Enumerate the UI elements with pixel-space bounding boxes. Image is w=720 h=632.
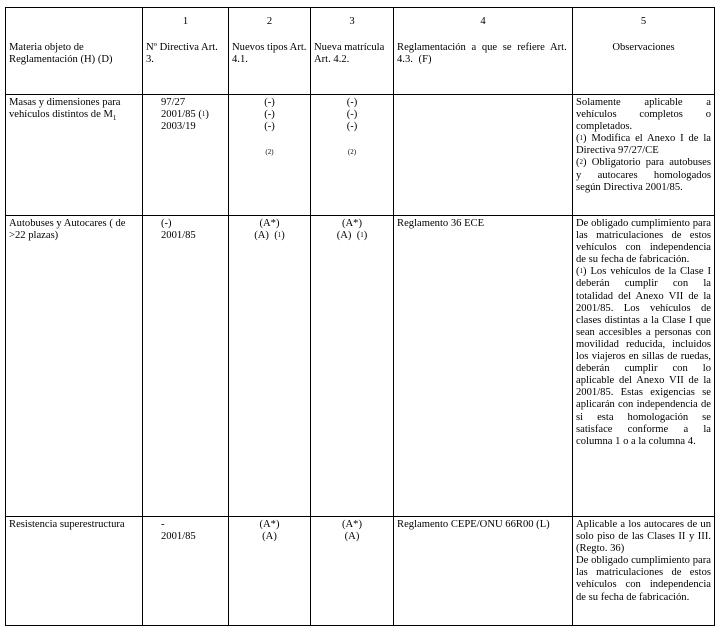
observacion-text: Modifica el Anexo I de la Directiva 97/27/CE [576,133,711,157]
directiva-value: (-) [161,218,172,229]
nueva-matricula-value: (-) [346,109,358,121]
nuevos-tipos-value: (A) [262,531,277,543]
materia-text: Masas y dimensiones para vehículos distintos de M [9,97,121,121]
table-row [6,95,715,216]
header-reglamentacion-label: Reglamentación a que se refiere Art. 4.3. (F) [397,42,567,66]
directiva-value: 2001/85 [161,109,196,121]
header-materia-label: Materia objeto de Reglamentación (H) (D) [9,42,113,66]
header-materia [6,8,143,95]
nuevos-tipos-value: (A*) [259,218,280,229]
observacion-text: Obligatorio para autobuses y autocares homologados según Directiva 2001/85. [576,157,711,193]
footnote-ref: 1 [360,231,364,240]
observaciones-cell: Solamente aplicable a vehículos completos o completados. ($^1$) Modifica el Anexo I de la Directiva 97/27/CE ($^2$) Obligatorio para autobuses y autocares homologados según Directiva 2001/85. [573,95,715,216]
header-nuevos-tipos-label: Nuevos tipos Art. 4.1. [232,42,307,66]
header-observaciones [573,8,715,95]
nuevos-tipos-value: (-) [264,97,275,108]
header-directiva-label: Nº Directiva Art. 3. [146,42,218,66]
footnote-ref: (2) [347,148,357,157]
header-reglamentacion [394,8,573,95]
footnote-ref: 1 [579,267,584,276]
nueva-matricula-cell [311,517,394,626]
nueva-matricula-value: (A) [344,531,360,543]
table-row [6,517,715,626]
directiva-value: 97/27 [161,97,186,108]
directiva-value: 2001/85 [161,531,196,543]
nueva-matricula-value: (-) [346,97,358,108]
header-nueva-matricula [311,8,394,95]
observaciones-cell: De obligado cumplimiento para las matriculaciones de estos vehículos con independencia de su fecha de fabricación. ($^1$) Los vehículos de la Clase I deberán cumplir con la totalidad del Anexo VII de la 2001/85. Los vehículos de clases distintas a la Clase I que sean accesibles a personas con movilidad reducida, incluidos los viajeros en sillas de ruedas, deberán cumplir con lo aplicable del Anexo VII de la 2001/85. Estas exigencias se aplicarán con independencia de si esta homologación se satisface conforme a la columna 1 o a la columna 4. [573,216,715,517]
col1-number: 1 [182,16,189,27]
col5-number: 5 [640,16,647,27]
observacion-text: Solamente aplicable a vehículos completos o completados. [576,97,711,133]
nuevos-tipos-value: (-) [264,121,275,133]
nuevos-tipos-cell [229,95,311,216]
materia-subscript: 1 [112,114,117,123]
directiva-cell [143,517,229,626]
header-directiva [143,8,229,95]
nuevos-tipos-value: (A) [254,230,269,242]
directiva-value: - [161,519,165,530]
observacion-text: De obligado cumplimiento para las matriculaciones de estos vehículos con independencia de su fecha de fabricación. [576,555,711,603]
nueva-matricula-value: (-) [346,121,358,133]
materia-cell [6,95,143,216]
footnote-ref: 1 [579,134,584,143]
col4-number: 4 [480,16,486,27]
col2-number: 2 [266,16,273,27]
nueva-matricula-cell: (A*) (A) ($^1$) [311,216,394,517]
header-row [6,8,715,95]
nuevos-tipos-cell: (A*) (A) ($^1$) [229,216,311,517]
observaciones-cell [573,517,715,626]
footnote-ref: 2 [579,158,584,167]
directiva-cell: 97/27 2001/85 ($^1$) 2003/19 [143,95,229,216]
materia-cell: Autobuses y Autocares ( de >22 plazas) [6,216,143,517]
header-nueva-matricula-label: Nueva matrícula Art. 4.2. [314,42,385,66]
reglamentacion-cell [394,95,573,216]
nueva-matricula-cell [311,95,394,216]
observacion-text: De obligado cumplimiento para las matriculaciones de estos vehículos con independencia de su fecha de fabricación. [576,218,711,266]
directiva-value: 2003/19 [161,121,196,133]
materia-cell: Resistencia superestructura [6,517,143,626]
footnote-ref: 1 [201,110,206,119]
directiva-cell [143,216,229,517]
footnote-ref: 1 [277,231,282,240]
nuevos-tipos-value: (A*) [259,519,280,530]
nueva-matricula-value: (A*) [341,218,362,229]
reglamentacion-cell: Reglamento 36 ECE [394,216,573,517]
regulation-table [5,7,715,626]
header-nuevos-tipos [229,8,311,95]
nueva-matricula-value: (A*) [341,519,362,530]
reglamentacion-cell: Reglamento CEPE/ONU 66R00 (L) [394,517,573,626]
header-observaciones-label: Observaciones [612,42,675,54]
nuevos-tipos-cell [229,517,311,626]
col3-number: 3 [349,16,355,27]
observacion-text: Los vehículos de la Clase I deberán cumplir con la totalidad del Anexo VII de la 2001/85. Los vehículos de clases distintas a la Clase I que sean accesibles a personas con movilidad reducida, incluidos los viajeros en sillas de ruedas, deberán cumplir con lo aplicable del Anexo VII de la 2001/85. Estas exigencias se aplicarán con independencia de si esta homologación se satisface conforme a la columna 1 o a la columna 4. [576,266,711,447]
nueva-matricula-value: (A) [336,230,352,242]
observacion-text: Aplicable a los autocares de un solo piso de las Clases II y III. (Regto. 36) [576,519,711,555]
nuevos-tipos-value: (-) [264,109,275,121]
table-row [6,216,715,517]
directiva-value: 2001/85 [161,230,196,242]
footnote-ref: (2) [265,148,274,157]
